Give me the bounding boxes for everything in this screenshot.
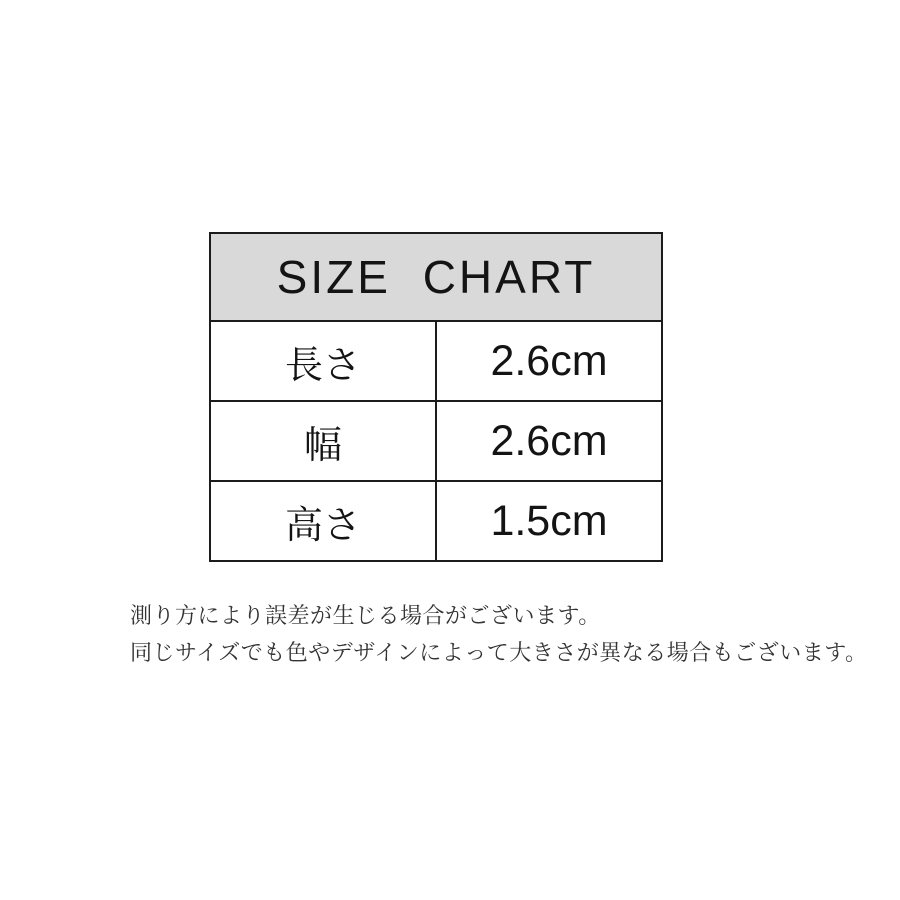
- size-chart-body: [210, 321, 662, 561]
- row-label-height: 高さ: [210, 481, 436, 561]
- table-row: [210, 401, 662, 481]
- table-row: [210, 481, 662, 561]
- disclaimer-line-2: 同じサイズでも色やデザインによって大きさが異なる場合もございます。: [130, 640, 868, 665]
- table-row: [210, 321, 662, 401]
- disclaimer-line-1: 測り方により誤差が生じる場合がございます。: [130, 603, 601, 628]
- row-label-width: 幅: [210, 401, 436, 481]
- size-chart-title-row: [210, 233, 662, 321]
- size-chart-table: [209, 232, 663, 562]
- disclaimer-notes: [130, 597, 867, 671]
- size-chart-header: [210, 233, 662, 321]
- size-chart-title: SIZE CHART: [210, 233, 662, 321]
- row-value-length: 2.6cm: [436, 321, 662, 401]
- row-value-width: 2.6cm: [436, 401, 662, 481]
- row-label-length: 長さ: [210, 321, 436, 401]
- row-value-height: 1.5cm: [436, 481, 662, 561]
